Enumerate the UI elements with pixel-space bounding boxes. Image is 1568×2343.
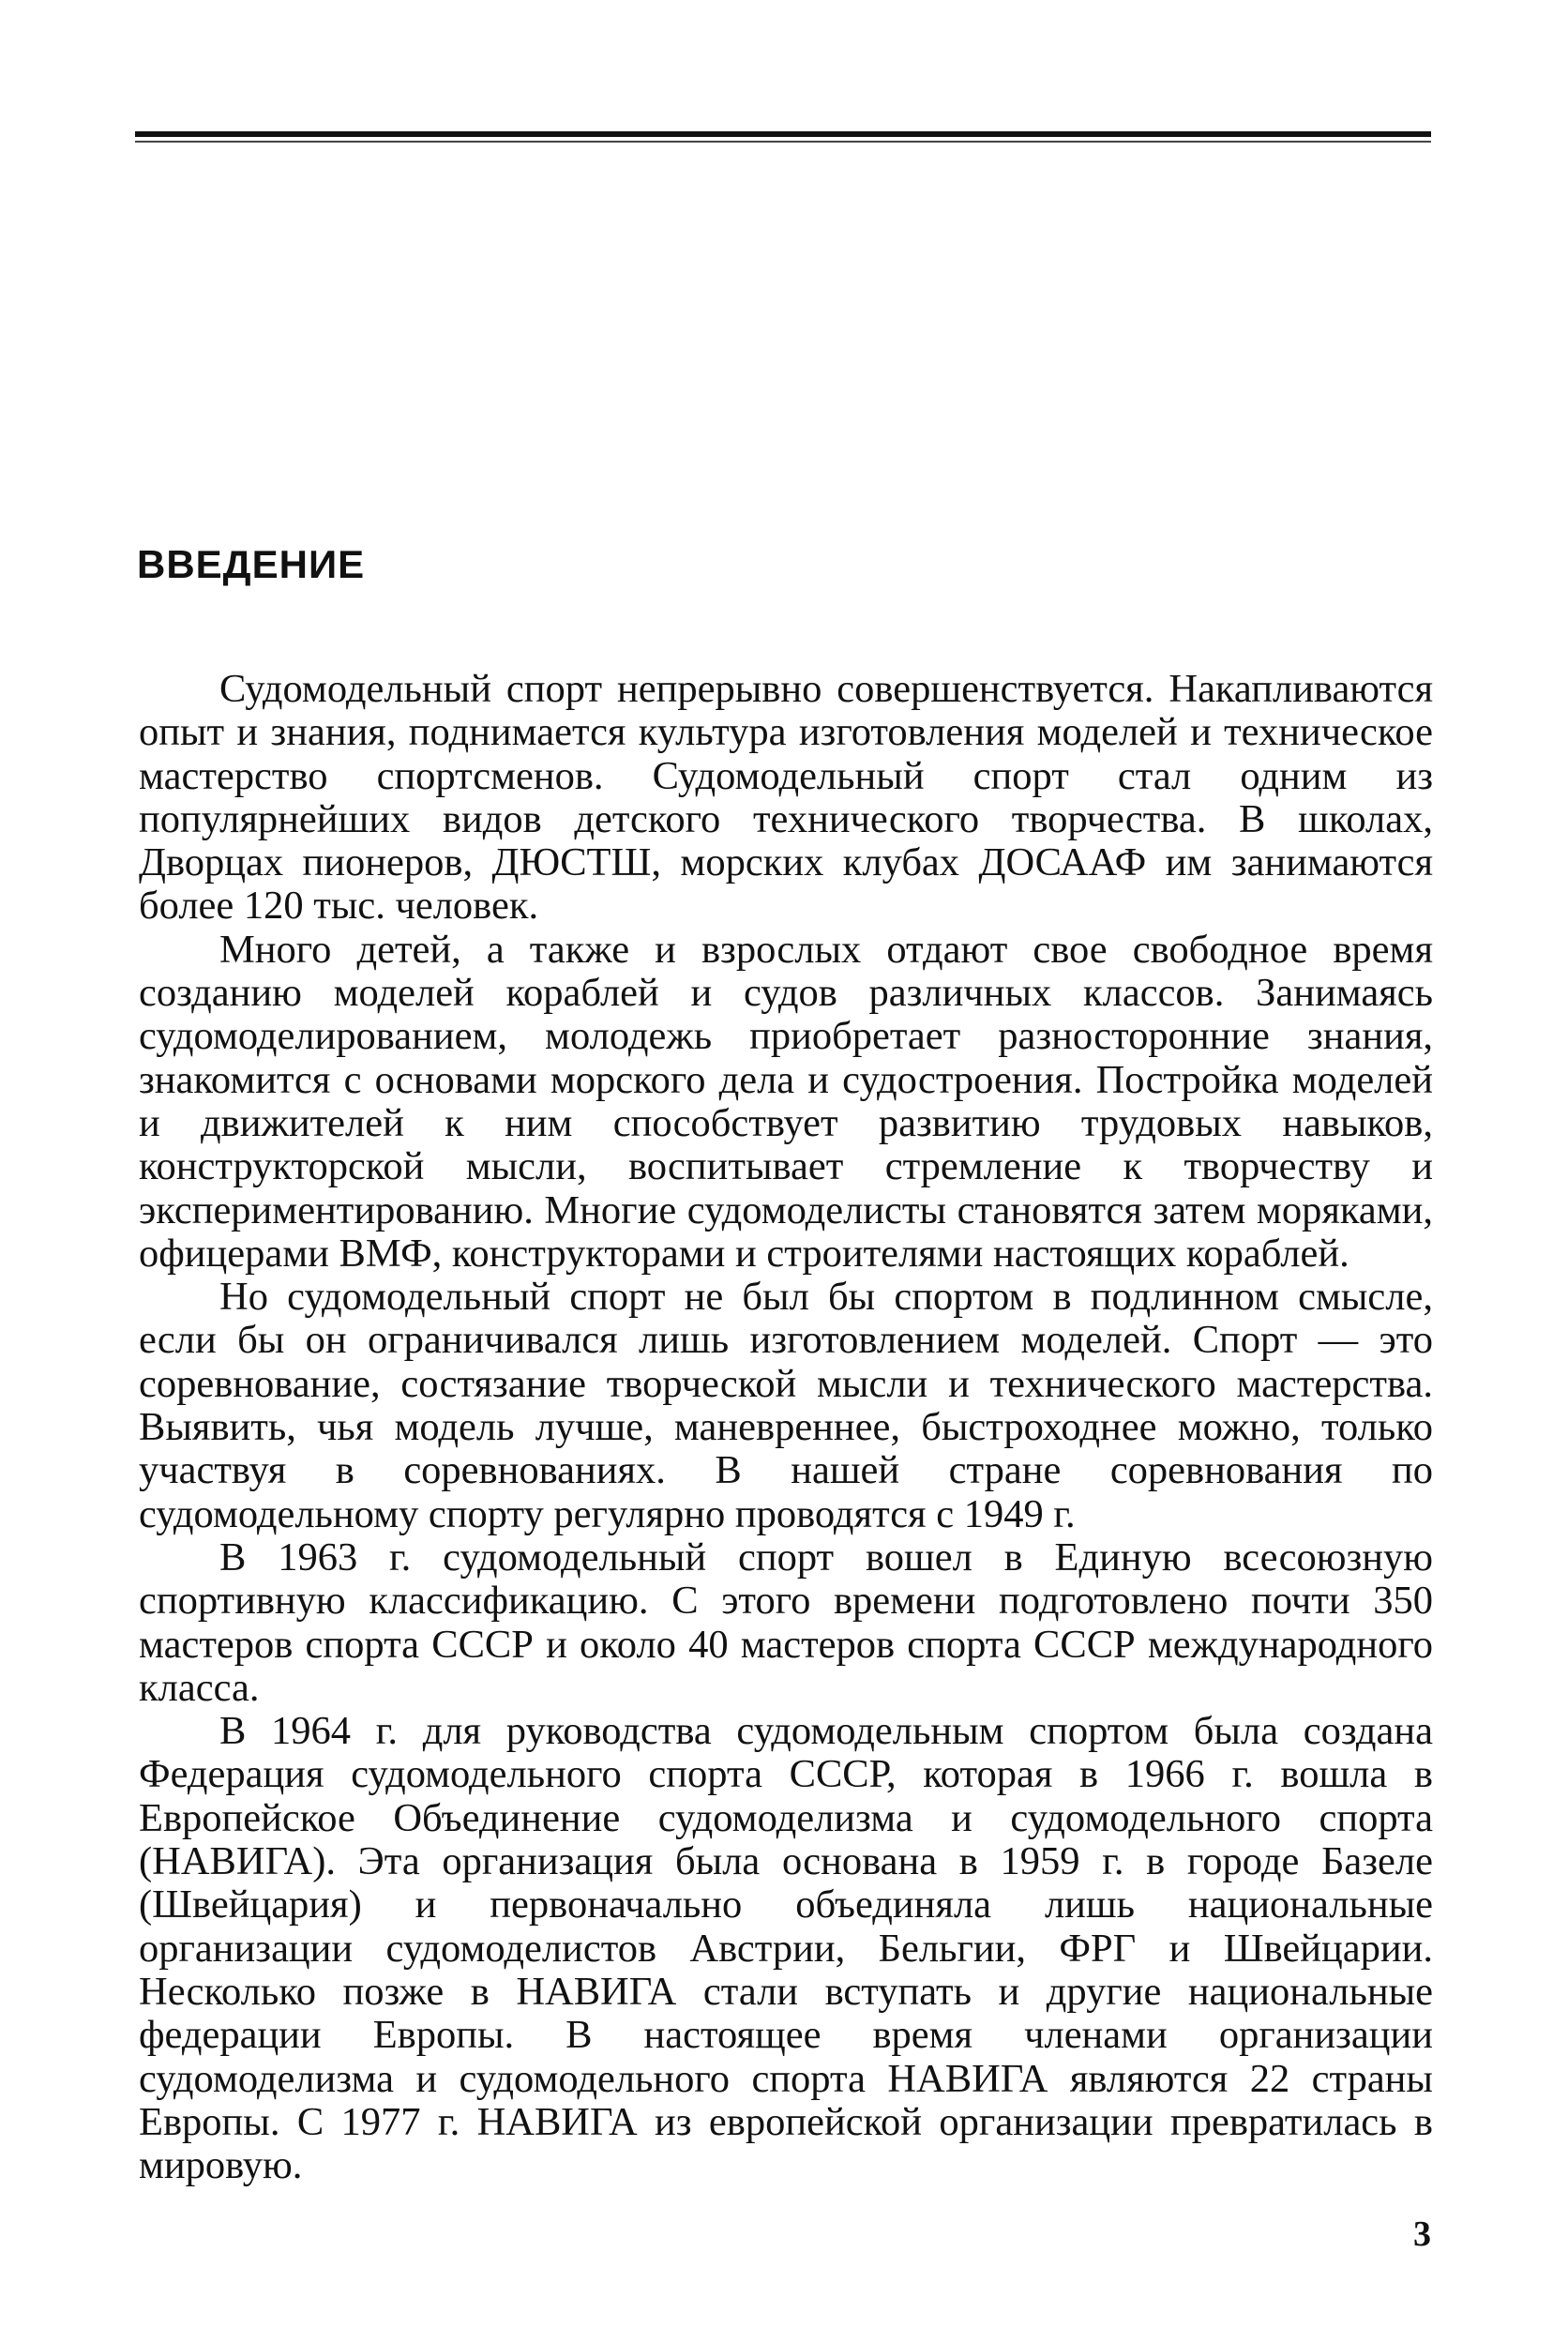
chapter-heading: ВВЕДЕНИЕ — [137, 542, 366, 586]
top-rule — [135, 131, 1431, 137]
paragraph: Судомодельный спорт непрерывно совершенствуется. Накапливаются опыт и знания, поднимается культура изготовления моделей и техническое мастерство спортсменов. Судомодельный спорт стал одним из популярнейших видов детского технического творчества. В школах, Дворцах пионеров, ДЮСТШ, морских клубах ДОСААФ им занимаются более 120 тыс. человек. — [139, 667, 1433, 929]
body-text — [139, 668, 1433, 2187]
paragraph: Но судомодельный спорт не был бы спортом в подлинном смысле, если бы он ограничивался лишь изготовлением моделей. Спорт — это соревнование, состязание творческой мысли и технического мастерства. Выявить, чья модель лучше, маневреннее, быстроходнее можно, только участвуя в соревнованиях. В нашей стране соревнования по судомодельному спорту регулярно проводятся с 1949 г. — [139, 1275, 1433, 1536]
paragraph: Много детей, а также и взрослых отдают свое свободное время созданию моделей кораблей и судов различных классов. Занимаясь судомоделированием, молодежь приобретает разносторонние знания, знакомится с основами морского дела и судостроения. Постройка моделей и движителей к ним способствует развитию трудовых навыков, конструкторской мысли, воспитывает стремление к творчеству и экспериментированию. Многие судомоделисты становятся затем моряками, офицерами ВМФ, конструкторами и строителями настоящих кораблей. — [139, 927, 1433, 1276]
paragraph: В 1963 г. судомодельный спорт вошел в Единую всесоюзную спортивную классификацию. С этого времени подготовлено почти 350 мастеров спорта СССР и около 40 мастеров спорта СССР международного класса. — [139, 1534, 1433, 1710]
paragraph: В 1964 г. для руководства судомодельным спортом была создана Федерация судомодельного спорта СССР, которая в 1966 г. вошла в Европейское Объединение судомоделизма и судомодельного спорта (НАВИГА). Эта организация была основана в 1959 г. в городе Базеле (Швейцария) и первоначально объединяла лишь национальные организации судомоделистов Австрии, Бельгии, ФРГ и Швейцарии. Несколько позже в НАВИГА стали вступать и другие национальные федерации Европы. В настоящее время членами организации судомоделизма и судомодельного спорта НАВИГА являются 22 страны Европы. С 1977 г. НАВИГА из европейской организации превратилась в мировую. — [139, 1709, 1433, 2188]
page-number: 3 — [1413, 2215, 1431, 2254]
top-rule-thin — [135, 141, 1431, 143]
